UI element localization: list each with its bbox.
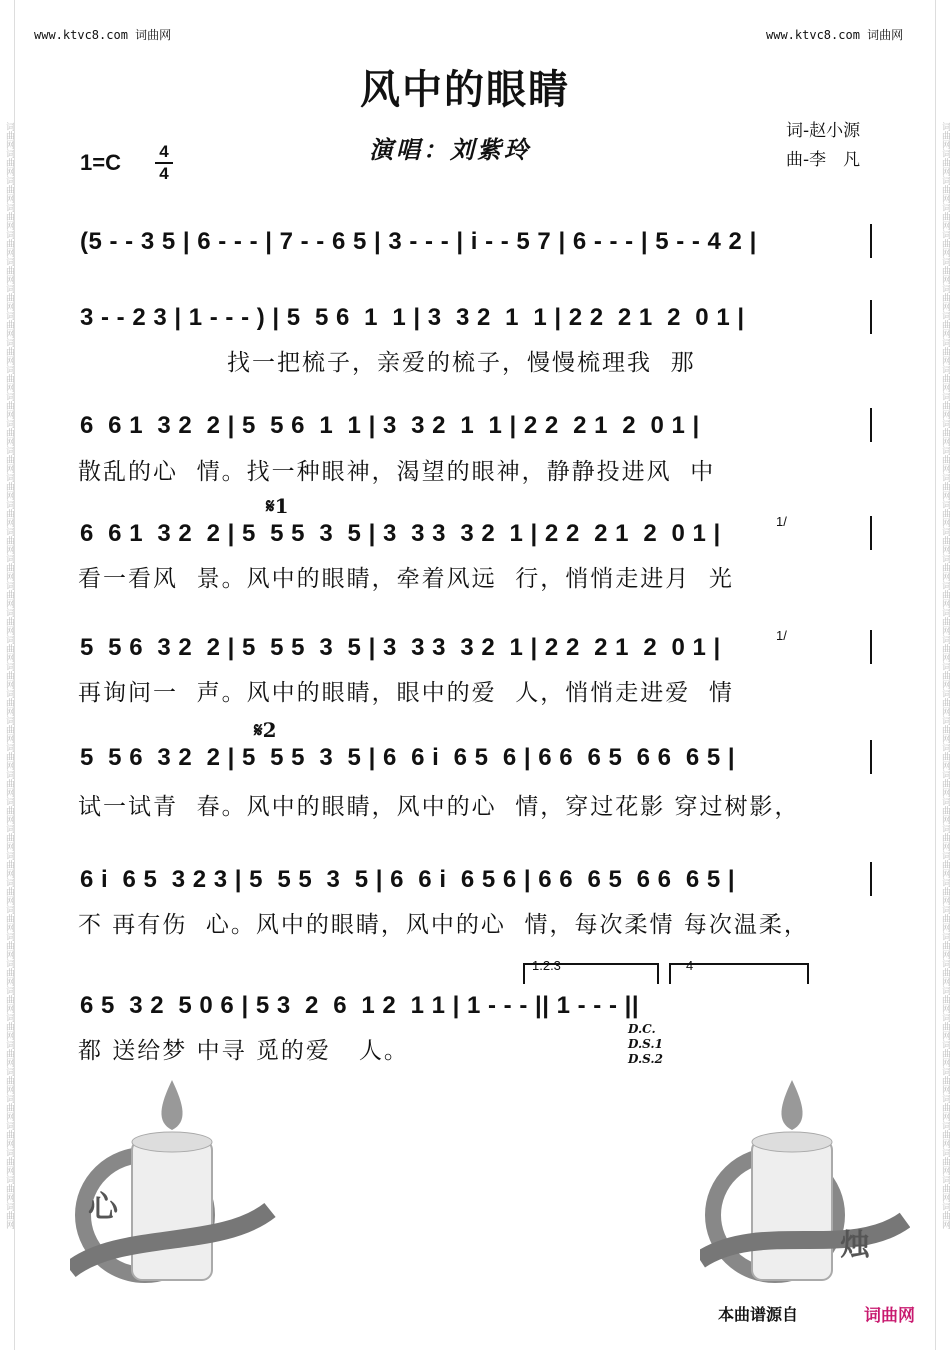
notes-row-5: 5 5 6 3 2 2 | 5 5 5 3 5 | 3 3 3 3 2 1 | 2 2 2 1 2 0 1 |: [80, 634, 721, 661]
grace-note-mark: 1/: [776, 514, 787, 529]
segno-1-sign: 𝄋1: [266, 494, 289, 518]
second-ending-label: 4: [686, 958, 694, 973]
header-site-left: www.ktvc8.com 词曲网: [34, 28, 172, 42]
notes-row-3: 6 6 1 3 2 2 | 5 5 6 1 1 | 3 3 2 1 1 | 2 2 2 1 2 0 1 |: [80, 412, 700, 439]
right-watermark-strip: 词曲网词曲网词曲网词曲网词曲网词曲网词曲网词曲网词曲网词曲网词曲网词曲网词曲网词曲网词曲网词曲网词曲网词曲网词曲网词曲网词曲网词曲网词曲网词曲网词曲网词曲网词曲网词曲网词曲网词曲网词曲网词曲网词曲网词曲网词曲网词曲网词曲网词曲网词曲网词曲网词曲网: [935, 0, 950, 1350]
lyrics-row-7: 不 再有伤 心。风中的眼睛，风中的心 情，每次柔情 每次温柔，: [78, 912, 809, 938]
notes-row-1: (5 - - 3 5 | 6 - - - | 7 - - 6 5 | 3 - - - | i - - 5 7 | 6 - - - | 5 - - 4 2 |: [80, 228, 757, 255]
candle-char-right: 烛: [840, 1228, 870, 1263]
candle-illustration-right: [700, 1070, 910, 1294]
time-sig-bottom: 4: [159, 164, 169, 183]
lyrics-row-3: 散乱的心 情。找一种眼神，渴望的眼神，静静投进风 中: [78, 459, 716, 485]
da-capo-marks: [628, 1022, 663, 1067]
lyrics-row-8: 都 送给梦 中寻 觅的爱 人。: [78, 1038, 409, 1064]
row-end-barline: [870, 516, 872, 550]
footer-site-link[interactable]: 词曲网: [864, 1306, 915, 1326]
notes-row-6: 5 5 6 3 2 2 | 5 5 5 3 5 | 6 6 i 6 5 6 | 6 6 6 5 6 6 6 5 |: [80, 744, 736, 771]
time-sig-top: 4: [159, 142, 169, 161]
singer-credit: 演唱：刘紫玲: [369, 135, 531, 164]
candle-icon: [700, 1070, 910, 1290]
key-signature: 1=C: [80, 150, 121, 175]
lyricist-credit: 词-赵小源: [786, 121, 861, 141]
row-end-barline: [870, 408, 872, 442]
row-end-barline: [870, 740, 872, 774]
volta-brackets: [520, 956, 820, 986]
candle-char-left: 心: [88, 1190, 118, 1225]
song-title: 风中的眼睛: [360, 66, 570, 113]
composer-credit: 曲-李 凡: [786, 150, 861, 170]
notes-row-7: 6 i 6 5 3 2 3 | 5 5 5 3 5 | 6 6 i 6 5 6 | 6 6 6 5 6 6 6 5 |: [80, 866, 736, 893]
row-end-barline: [870, 300, 872, 334]
lyrics-row-5: 再询问一 声。风中的眼睛，眼中的爱 人，悄悄走进爱 情: [78, 680, 734, 706]
segno-2-sign: 𝄋2: [254, 718, 277, 742]
header-site-right: www.ktvc8.com 词曲网: [766, 28, 904, 42]
dc-mark: D.C.: [628, 1022, 656, 1036]
time-signature: [155, 143, 173, 183]
grace-note-mark-2: 1/: [776, 628, 787, 643]
notes-row-8: 6 5 3 2 5 0 6 | 5 3 2 6 1 2 1 1 | 1 - - - || 1 - - - ||: [80, 992, 640, 1019]
notes-row-2: 3 - - 2 3 | 1 - - - ) | 5 5 6 1 1 | 3 3 2 1 1 | 2 2 2 1 2 0 1 |: [80, 304, 745, 331]
row-end-barline: [870, 630, 872, 664]
lyrics-row-4: 看一看风 景。风中的眼睛，牵着风远 行，悄悄走进月 光: [78, 566, 734, 592]
first-ending-label: 1.2.3: [532, 958, 561, 973]
candle-icon: [70, 1070, 280, 1290]
notes-row-4: 6 6 1 3 2 2 | 5 5 5 3 5 | 3 3 3 3 2 1 | 2 2 2 1 2 0 1 |: [80, 520, 721, 547]
row-end-barline: [870, 862, 872, 896]
lyrics-row-6: 试一试青 春。风中的眼睛，风中的心 情，穿过花影 穿过树影，: [78, 794, 800, 820]
footer-source-label: 本曲谱源自: [718, 1305, 799, 1324]
ds2-mark: D.S.2: [628, 1052, 663, 1066]
row-end-barline: [870, 224, 872, 258]
ds1-mark: D.S.1: [628, 1037, 663, 1051]
candle-illustration-left: [70, 1070, 280, 1294]
lyrics-row-2: 找一把梳子，亲爱的梳子，慢慢梳理我 那: [78, 350, 696, 376]
left-watermark-strip: 词曲网词曲网词曲网词曲网词曲网词曲网词曲网词曲网词曲网词曲网词曲网词曲网词曲网词曲网词曲网词曲网词曲网词曲网词曲网词曲网词曲网词曲网词曲网词曲网词曲网词曲网词曲网词曲网词曲网词曲网词曲网词曲网词曲网词曲网词曲网词曲网词曲网词曲网词曲网词曲网词曲网: [0, 0, 15, 1350]
